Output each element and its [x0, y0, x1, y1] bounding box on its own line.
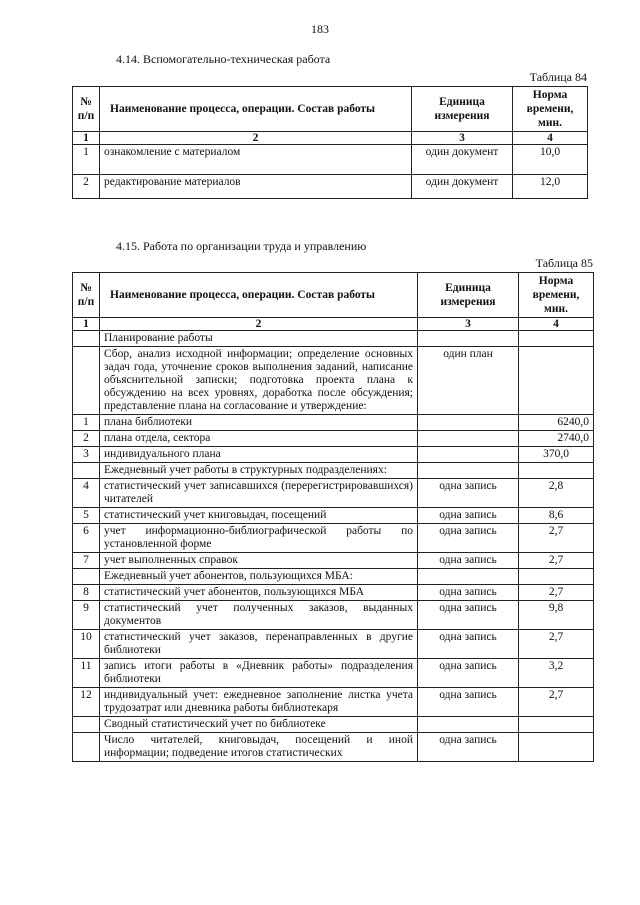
- row-unit: один документ: [412, 145, 513, 175]
- table-row: [73, 630, 594, 659]
- column-number: 4: [513, 132, 588, 145]
- row-number: [73, 569, 100, 585]
- column-number: 1: [73, 132, 100, 145]
- row-number: 12: [73, 688, 100, 717]
- row-unit: одна запись: [418, 630, 519, 659]
- header-name: Наименование процесса, операции. Состав работы: [100, 87, 412, 132]
- row-norm: 12,0: [513, 175, 588, 199]
- row-unit: [418, 717, 519, 733]
- row-unit: одна запись: [418, 688, 519, 717]
- row-norm: 8,6: [519, 508, 594, 524]
- row-name: запись итоги работы в «Дневник работы» подразделения библиотеки: [100, 659, 418, 688]
- header-unit: Единица измерения: [418, 273, 519, 318]
- row-unit: одна запись: [418, 585, 519, 601]
- row-unit: [418, 331, 519, 347]
- row-number: 8: [73, 585, 100, 601]
- row-unit: один план: [418, 347, 519, 415]
- row-unit: одна запись: [418, 553, 519, 569]
- row-norm: [519, 347, 594, 415]
- row-norm: 6240,0: [519, 415, 594, 431]
- row-norm: [519, 733, 594, 762]
- row-name: Число читателей, книговыдач, посещений и иной информации; подведение итогов статистических: [100, 733, 418, 762]
- row-number: 10: [73, 630, 100, 659]
- row-norm: 9,8: [519, 601, 594, 630]
- header-unit: Единица измерения: [412, 87, 513, 132]
- row-number: [73, 463, 100, 479]
- table-row: [73, 415, 594, 431]
- section-title-4-14: 4.14. Вспомогательно-техническая работа: [116, 52, 331, 66]
- row-name: Ежедневный учет работы в структурных подразделениях:: [100, 463, 418, 479]
- table-85: [72, 272, 594, 762]
- table-85-column-numbers: [73, 318, 594, 331]
- row-norm: 2,7: [519, 630, 594, 659]
- row-unit: [418, 463, 519, 479]
- row-unit: одна запись: [418, 659, 519, 688]
- row-name: индивидуального плана: [100, 447, 418, 463]
- row-name: индивидуальный учет: ежедневное заполнение листка учета трудозатрат или дневника работы библиотекаря: [100, 688, 418, 717]
- row-number: 2: [73, 175, 100, 199]
- table-row: [73, 733, 594, 762]
- row-name: учет информационно-библиографической работы по установленной форме: [100, 524, 418, 553]
- row-name: учет выполненных справок: [100, 553, 418, 569]
- row-name: редактирование материалов: [100, 175, 412, 199]
- row-unit: [418, 447, 519, 463]
- table-row: [73, 347, 594, 415]
- row-number: 4: [73, 479, 100, 508]
- row-unit: одна запись: [418, 508, 519, 524]
- row-norm: [519, 569, 594, 585]
- table-84-header-row: [73, 87, 588, 132]
- row-number: 3: [73, 447, 100, 463]
- row-name: плана библиотеки: [100, 415, 418, 431]
- table-row: [73, 331, 594, 347]
- row-norm: 3,2: [519, 659, 594, 688]
- row-number: 5: [73, 508, 100, 524]
- row-name: Ежедневный учет абонентов, пользующихся МБА:: [100, 569, 418, 585]
- row-number: [73, 331, 100, 347]
- row-norm: [519, 331, 594, 347]
- header-num: № п/п: [73, 273, 100, 318]
- row-norm: [519, 717, 594, 733]
- row-name: Планирование работы: [100, 331, 418, 347]
- table-row: [73, 688, 594, 717]
- table-84: [72, 86, 588, 199]
- table-row: [73, 601, 594, 630]
- table-row: [73, 431, 594, 447]
- row-norm: 2,7: [519, 524, 594, 553]
- row-number: [73, 717, 100, 733]
- row-number: [73, 347, 100, 415]
- column-number: 2: [100, 318, 418, 331]
- row-name: Сводный статистический учет по библиотеке: [100, 717, 418, 733]
- row-norm: 2,7: [519, 688, 594, 717]
- row-number: 9: [73, 601, 100, 630]
- header-num: № п/п: [73, 87, 100, 132]
- table-row: [73, 508, 594, 524]
- column-number: 1: [73, 318, 100, 331]
- row-unit: один документ: [412, 175, 513, 199]
- row-norm: 2,7: [519, 553, 594, 569]
- row-unit: одна запись: [418, 733, 519, 762]
- header-name: Наименование процесса, операции. Состав работы: [100, 273, 418, 318]
- table-row: [73, 524, 594, 553]
- table-row: [73, 145, 588, 175]
- row-number: 2: [73, 431, 100, 447]
- row-norm: 2740,0: [519, 431, 594, 447]
- row-name: статистический учет книговыдач, посещений: [100, 508, 418, 524]
- row-norm: [519, 463, 594, 479]
- table-row: [73, 717, 594, 733]
- row-number: 1: [73, 145, 100, 175]
- row-name: статистический учет записавшихся (перерегистрировавшихся) читателей: [100, 479, 418, 508]
- table-row: [73, 659, 594, 688]
- row-unit: [418, 431, 519, 447]
- row-unit: одна запись: [418, 479, 519, 508]
- column-number: 4: [519, 318, 594, 331]
- row-number: 7: [73, 553, 100, 569]
- row-norm: 10,0: [513, 145, 588, 175]
- table-84-label: Таблица 84: [529, 70, 587, 84]
- column-number: 3: [418, 318, 519, 331]
- column-number: 2: [100, 132, 412, 145]
- row-number: 6: [73, 524, 100, 553]
- table-row: [73, 463, 594, 479]
- page-number: 183: [311, 22, 329, 36]
- row-unit: одна запись: [418, 601, 519, 630]
- row-name: плана отдела, сектора: [100, 431, 418, 447]
- column-number: 3: [412, 132, 513, 145]
- row-norm: 370,0: [519, 447, 594, 463]
- row-number: 1: [73, 415, 100, 431]
- row-name: статистический учет заказов, перенаправленных в другие библиотеки: [100, 630, 418, 659]
- row-name: статистический учет полученных заказов, выданных документов: [100, 601, 418, 630]
- header-norm: Норма времени, мин.: [513, 87, 588, 132]
- row-unit: одна запись: [418, 524, 519, 553]
- row-number: 11: [73, 659, 100, 688]
- table-row: [73, 175, 588, 199]
- table-row: [73, 569, 594, 585]
- table-row: [73, 479, 594, 508]
- row-unit: [418, 569, 519, 585]
- table-row: [73, 553, 594, 569]
- table-85-label: Таблица 85: [535, 256, 593, 270]
- row-norm: 2,8: [519, 479, 594, 508]
- row-number: [73, 733, 100, 762]
- header-norm: Норма времени, мин.: [519, 273, 594, 318]
- table-84-column-numbers: [73, 132, 588, 145]
- table-row: [73, 447, 594, 463]
- row-unit: [418, 415, 519, 431]
- row-name: Сбор, анализ исходной информации; определение основных задач года, уточнение сроков выполнения заданий, написание объяснительной записки; подготовка проекта плана к обсуждению на всех уровнях, доработка после обсуждения; представление плана на согласование и утверждение:: [100, 347, 418, 415]
- row-norm: 2,7: [519, 585, 594, 601]
- row-name: статистический учет абонентов, пользующихся МБА: [100, 585, 418, 601]
- table-row: [73, 585, 594, 601]
- section-title-4-15: 4.15. Работа по организации труда и управлению: [116, 239, 367, 253]
- table-85-header-row: [73, 273, 594, 318]
- row-name: ознакомление с материалом: [100, 145, 412, 175]
